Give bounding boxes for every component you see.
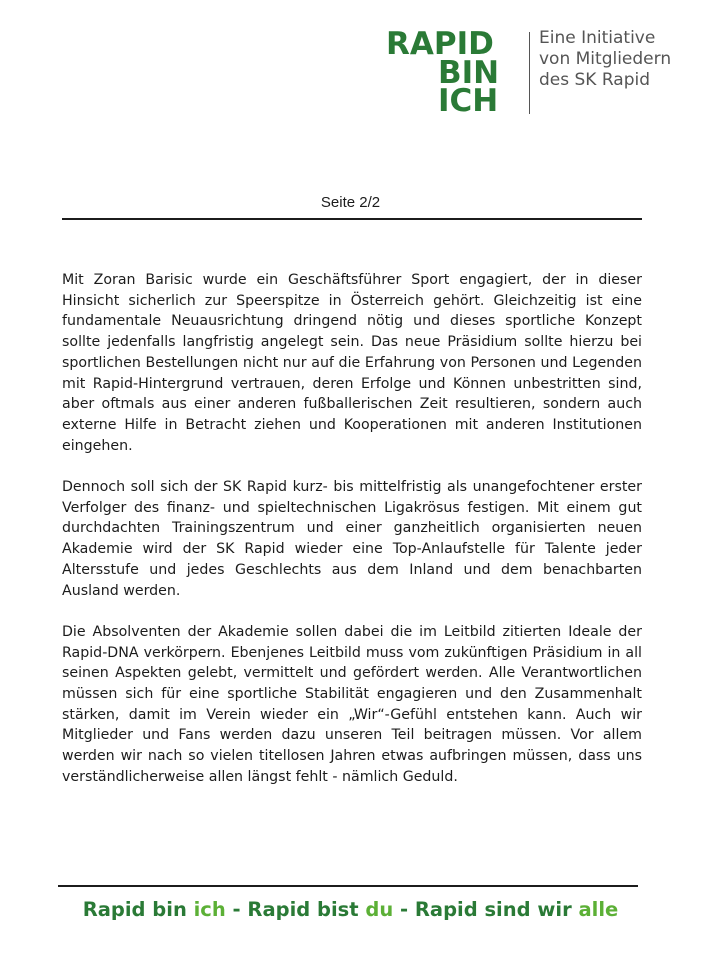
paragraph-1: Mit Zoran Barisic wurde ein Geschäftsführer Sport engagiert, der in dieser Hinsicht sicherlich zur Speerspitze in Österreich gehört. Gleichzeitig ist eine fundamentale Neuausrichtung dringend nötig und dieses sportliche Konzept sollte jedenfalls langfristig angelegt sein. Das neue Präsidium sollte hierzu bei sportlichen Bestellungen nicht nur auf die Erfahrung von Personen und Legenden mit Rapid-Hintergrund vertrauen, deren Erfolge und Können unbestritten sind, aber oftmals aus einer anderen fußballerischen Zeit resultieren, sondern auch externe Hilfe in Betracht ziehen und Kooperationen mit anderen Institutionen eingehen.	[62, 272, 642, 454]
tagline-line-1: Eine Initiative	[539, 28, 656, 48]
tagline-line-2: von Mitgliedern	[539, 49, 672, 69]
header-divider	[62, 218, 642, 220]
rapid-bin-ich-logo	[386, 26, 686, 118]
logo-tagline	[539, 28, 671, 91]
slogan-part-1: Rapid bin	[82, 898, 194, 921]
footer-divider	[58, 885, 638, 887]
slogan-accent-alle: alle	[578, 898, 619, 921]
body-text	[62, 270, 642, 808]
logo-divider	[529, 32, 530, 114]
tagline-line-3: des SK Rapid	[539, 70, 651, 90]
slogan-accent-du: du	[365, 898, 394, 921]
logo-word-rapid: RAPID	[386, 26, 494, 62]
slogan-part-2: - Rapid bist	[225, 898, 366, 921]
paragraph-3: Die Absolventen der Akademie sollen dabei die im Leitbild zitierten Ideale der Rapid-DNA verkörpern. Ebenjenes Leitbild muss vom zukünftigen Präsidium in all seinen Aspekten gelebt, vermittelt und gefördert werden. Alle Verantwortlichen müssen sich für eine sportliche Stabilität engagieren und den Zusammenhalt stärken, damit im Verein wieder ein „Wir“-Gefühl entstehen kann. Auch wir Mitglieder und Fans werden dazu unseren Teil beitragen müssen. Vor allem werden wir nach so vielen titellosen Jahren etwas aufbringen müssen, dass uns verständlicherweise allen längst fehlt - nämlich Geduld.	[62, 623, 642, 785]
logo-word-bin: BIN	[438, 55, 500, 91]
slogan-part-3: - Rapid sind wir	[393, 898, 579, 921]
page-number: Seite 2/2	[320, 194, 381, 211]
slogan-accent-ich: ich	[193, 898, 226, 921]
paragraph-2: Dennoch soll sich der SK Rapid kurz- bis mittelfristig als unangefochtener erster Verfolger des finanz- und spieltechnischen Ligakrösus festigen. Mit einem gut durchdachten Trainingszentrum und einer ganzheitlich organisierten neuen Akademie wird der SK Rapid wieder eine Top-Anlaufstelle für Talente jeder Altersstufe und jedes Geschlechts aus dem Inland und dem benachbarten Ausland werden.	[62, 479, 642, 599]
footer-slogan	[0, 898, 701, 921]
logo-word-ich: ICH	[438, 83, 499, 119]
